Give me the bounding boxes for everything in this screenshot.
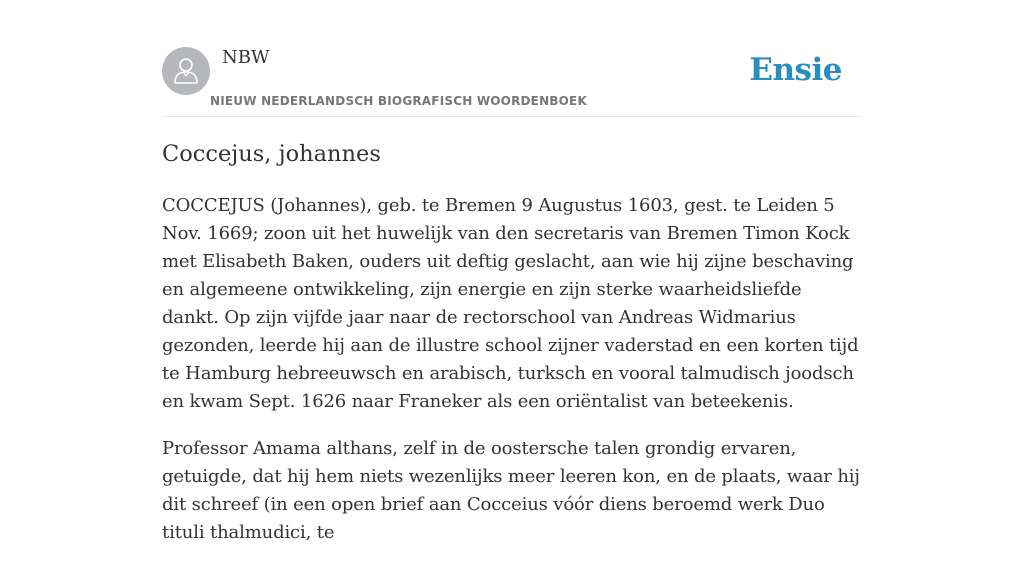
- ensie-logo[interactable]: Ensie: [749, 52, 842, 88]
- source-header: [162, 0, 862, 117]
- source-full-name[interactable]: NIEUW NEDERLANDSCH BIOGRAFISCH WOORDENBOEK: [210, 94, 587, 108]
- avatar[interactable]: [162, 47, 210, 95]
- source-name[interactable]: NBW: [222, 47, 270, 68]
- article-body: [162, 192, 862, 566]
- article-paragraph: COCCEJUS (Johannes), geb. te Bremen 9 Augustus 1603, gest. te Leiden 5 Nov. 1669; zoon uit het huwelijk van den secretaris van Bremen Timon Kock met Elisabeth Baken, ouders uit deftig geslacht, aan wie hij zijne beschaving en algemeene ontwikkeling, zijn energie en zijn sterke waarheidsliefde dankt. Op zijn vijfde jaar naar de rectorschool van Andreas Widmarius gezonden, leerde hij aan de illustre school zijner vaderstad en een korten tijd te Hamburg hebreeuwsch en arabisch, turksch en vooral talmudisch joodsch en kwam Sept. 1626 naar Franeker als een oriëntalist van beteekenis.: [162, 195, 859, 412]
- article-paragraph: Professor Amama althans, zelf in de oostersche talen grondig ervaren, getuigde, dat hij hem niets wezenlijks meer leeren kon, en de plaats, waar hij dit schreef (in een open brief aan Cocceius vóór diens beroemd werk Duo tituli thalmudici, te: [162, 438, 860, 543]
- article-title: Coccejus, johannes: [162, 141, 381, 167]
